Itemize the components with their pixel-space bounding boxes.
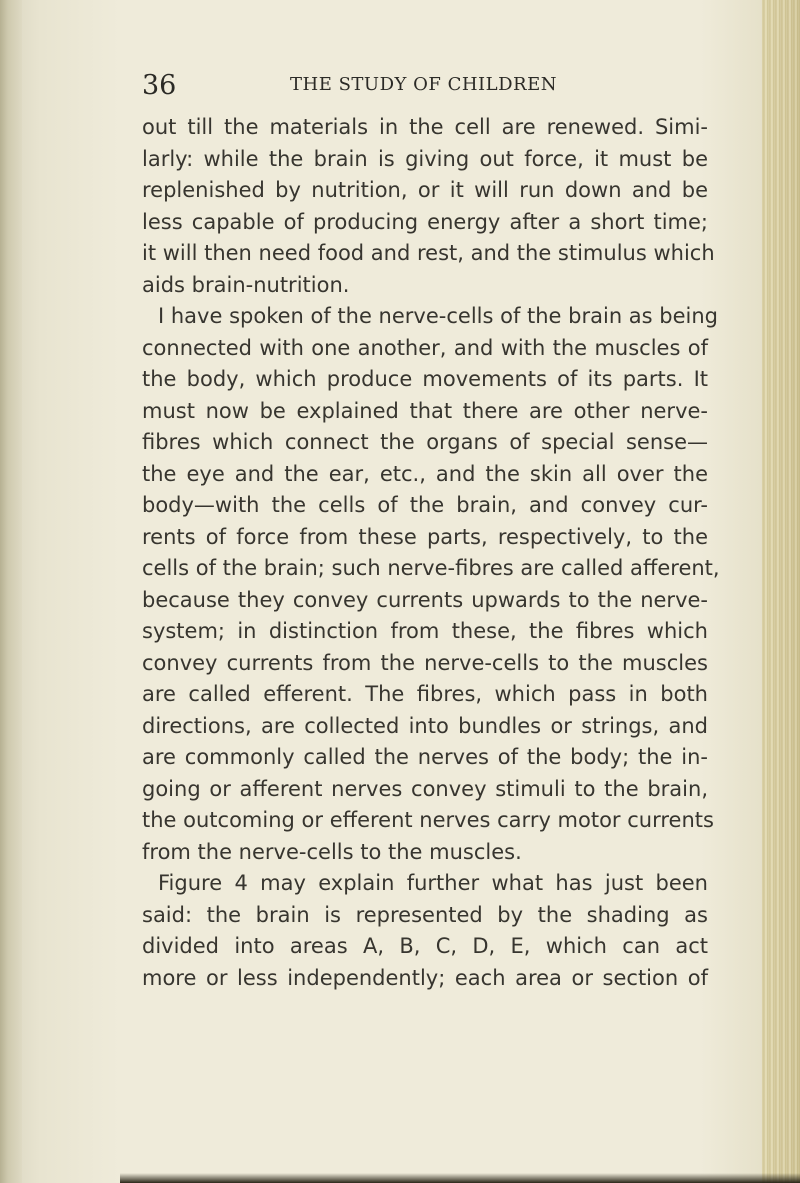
- text-line: larly: while the brain is giving out force, it must be: [142, 146, 708, 171]
- text-line: the body, which produce movements of its parts. It: [142, 367, 708, 391]
- text-line: out till the materials in the cell are renewed. Simi-: [142, 115, 708, 139]
- body-text: [142, 112, 720, 994]
- text-line: convey currents from the nerve-cells to the muscles: [142, 650, 708, 675]
- text-line: the eye and the ear, etc., and the skin all over the: [142, 461, 708, 486]
- text-line: cells of the brain; such nerve-fibres are called afferent,: [142, 556, 720, 580]
- text-line: body—with the cells of the brain, and convey cur-: [142, 493, 708, 517]
- text-line: more or less independently; each area or section of: [142, 965, 708, 990]
- text-line: it will then need food and rest, and the stimulus which: [142, 241, 715, 265]
- text-line: less capable of producing energy after a short time;: [142, 209, 708, 234]
- text-line: the outcoming or efferent nerves carry motor currents: [142, 808, 714, 832]
- text-line: are called efferent. The fibres, which pass in both: [142, 682, 708, 706]
- text-line: aids brain-nutrition.: [142, 272, 350, 297]
- text-line: directions, are collected into bundles or strings, and: [142, 713, 708, 738]
- text-line: because they convey currents upwards to the nerve-: [142, 587, 708, 612]
- running-head: THE STUDY OF CHILDREN: [290, 74, 557, 95]
- page-number: 36: [142, 70, 177, 101]
- text-line: rents of force from these parts, respectively, to the: [142, 524, 708, 549]
- text-line: connected with one another, and with the muscles of: [142, 335, 708, 360]
- text-line: said: the brain is represented by the shading as: [142, 902, 708, 927]
- text-line: replenished by nutrition, or it will run down and be: [142, 178, 708, 202]
- page-edge: [762, 0, 800, 1183]
- page-bottom-shadow: [120, 1173, 800, 1183]
- text-line: divided into areas A, B, C, D, E, which can act: [142, 934, 708, 958]
- text-line: going or afferent nerves convey stimuli to the brain,: [142, 776, 708, 801]
- page-header: [142, 70, 702, 104]
- text-line: must now be explained that there are other nerve-: [142, 398, 708, 423]
- text-line: system; in distinction from these, the fibres which: [142, 619, 708, 643]
- text-line: fibres which connect the organs of special sense—: [142, 430, 708, 454]
- page-gutter-shadow: [0, 0, 22, 1183]
- text-line: from the nerve-cells to the muscles.: [142, 839, 522, 864]
- text-line: I have spoken of the nerve-cells of the brain as being: [158, 304, 719, 328]
- text-line: Figure 4 may explain further what has just been: [158, 871, 708, 895]
- text-line: are commonly called the nerves of the body; the in-: [142, 745, 708, 769]
